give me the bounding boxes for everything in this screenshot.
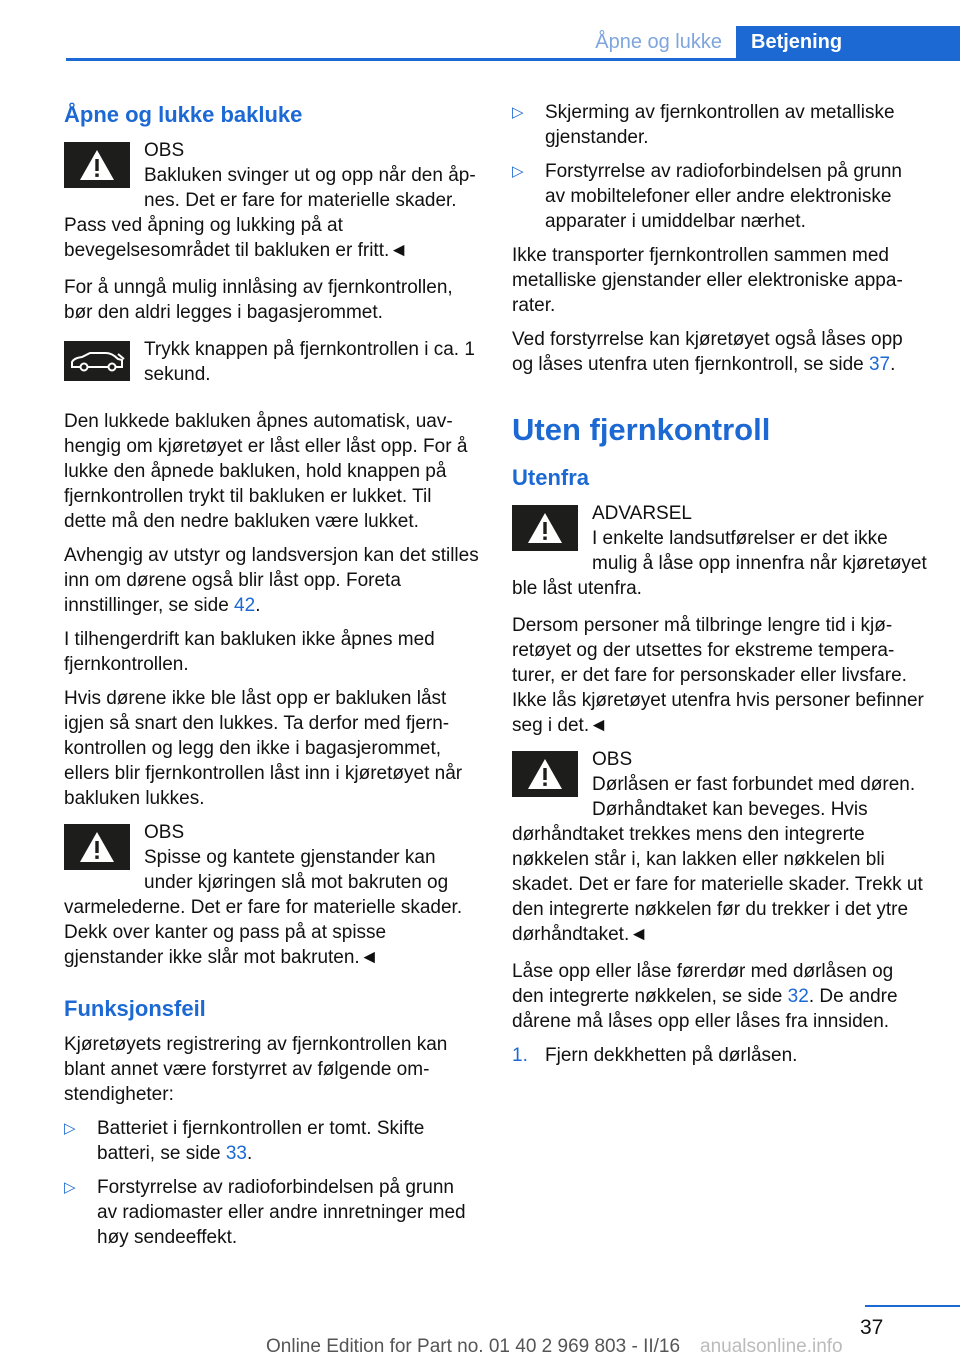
footer-rule: [865, 1305, 960, 1307]
button-instruction-text: Trykk knappen på fjernkontrollen i ca. 1 sekund.: [144, 339, 475, 385]
page-link-32[interactable]: 32: [787, 986, 809, 1007]
page-number: 37: [860, 1316, 884, 1339]
paragraph-closed-tailgate: Den lukkede bakluken åpnes automatisk, uavhengig om kjøretøyet er låst eller låst opp. For å lukke den åpnede bakluken, hold knappen på fjernkontrollen trykt til bakluken er lukket. Til dette må den nedre bakluken være lukket.: [64, 411, 468, 532]
paragraph-text: . De andre dårene må låses opp eller låses fra innsiden.: [512, 986, 898, 1032]
header-rule: [66, 58, 960, 61]
heading-malfunction: Funksjonsfeil: [64, 996, 206, 1021]
list-item-text: Forstyrrelse av radioforbindelsen på grunn av radiomaster eller andre innretninger med høy sendeeffekt.: [97, 1177, 466, 1248]
left-column: [64, 100, 479, 1259]
list-item-text: .: [246, 1143, 253, 1164]
caution-note-tailgate: [64, 138, 479, 263]
paragraph-lockin: For å unngå mulig innlåsing av fjernkontrollen, bør den aldri legges i bagasjerommet.: [64, 277, 453, 323]
paragraph-equipment: [64, 543, 479, 618]
edition-text: Online Edition for Part no. 01 40 2 969 803 - II/16: [266, 1336, 681, 1357]
list-item: [512, 159, 927, 234]
paragraph-interference: [512, 327, 927, 377]
note-title: OBS: [144, 140, 185, 161]
malfunction-list-continued: [512, 100, 927, 234]
list-item-text: Skjerming av fjernkontrollen av metalliske gjenstander.: [545, 102, 895, 148]
page-link-42[interactable]: 42: [234, 595, 256, 616]
bullet-triangle-icon: ▷: [64, 1120, 76, 1137]
paragraph-persons: Dersom personer må tilbringe lengre tid i kjøretøyet og der utsettes for ekstreme temperaturer, er det fare for personskader eller livsfare. Ikke lås kjøretøyet utenfra hvis personer befinner seg i det.◄: [512, 615, 924, 736]
page-link-33[interactable]: 33: [225, 1143, 247, 1164]
steps-list: [512, 1043, 927, 1068]
list-item: [64, 1175, 479, 1250]
heading-without-remote: Uten fjernkontroll: [512, 412, 771, 447]
car-tailgate-icon: [64, 341, 130, 381]
list-item: [512, 100, 927, 150]
note-text: I enkelte landsutførelser er det ikke mulig å låse opp innenfra når kjøretøyet ble låst utenfra.: [512, 528, 927, 599]
heading-outside: Utenfra: [512, 465, 590, 490]
note-title: ADVARSEL: [592, 503, 692, 524]
paragraph-trailer: I tilhengerdrift kan bakluken ikke åpnes med fjernkontrollen.: [64, 629, 435, 675]
paragraph-malfunction: Kjøretøyets registrering av fjernkontrollen kan blant annet være forstyrret av følgende omstendigheter:: [64, 1034, 448, 1105]
note-title: OBS: [144, 822, 185, 843]
heading-open-close-tailgate: Åpne og lukke bakluke: [64, 102, 303, 127]
header-chapter-label: Betjening: [751, 31, 843, 53]
paragraph-text: Ved forstyrrelse kan kjøretøyet også låses opp og låses utenfra uten fjernkontroll, se side: [512, 329, 903, 375]
warning-icon: [512, 751, 578, 797]
caution-note-door-lock: [512, 747, 927, 947]
note-text: Spisse og kantete gjenstander kan under kjøringen slå mot bakruten og varmelederne. Det er fare for materielle skader. Dekk over kanter og pass på at spisse gjenstander ikke slår mot bakruten.◄: [64, 847, 463, 968]
caution-note-sharp-objects: [64, 820, 479, 970]
page-link-37[interactable]: 37: [868, 354, 891, 375]
bullet-triangle-icon: ▷: [512, 163, 524, 180]
header-section-title: Åpne og lukke: [595, 31, 722, 53]
bullet-triangle-icon: ▷: [512, 104, 524, 121]
paragraph-text: Avhengig av utstyr og landsversjon kan det stilles inn om dørene også blir låst opp. Foreta innstillinger, se side: [64, 545, 479, 616]
bullet-triangle-icon: ▷: [64, 1179, 76, 1196]
warning-icon: [64, 142, 130, 188]
note-title: OBS: [592, 749, 633, 770]
list-item: [512, 1043, 927, 1068]
warning-note-lock: [512, 501, 927, 601]
watermark-text: anualsonline.info: [700, 1336, 843, 1357]
note-text: Dørlåsen er fast forbundet med døren. Dørhåndtaket kan beveges. Hvis dørhåndtaket trekkes mens den integrerte nøkkelen står i, kan lakken eller nøkkelen bli skadet. Det er fare for materielle skader. Trekk ut den integrerte nøkkelen før du trekker i det ytre dørhåndtaket.◄: [512, 774, 923, 945]
warning-icon: [64, 824, 130, 870]
paragraph-doors: Hvis dørene ikke ble låst opp er bakluken låst igjen så snart den lukkes. Ta derfor med fjernkontrollen og legg den ikke i bagasjerommet, ellers blir fjernkontrollen låst inn i kjøretøyet når bakluken lukkes.: [64, 688, 463, 809]
warning-icon: [512, 505, 578, 551]
list-item-text: Forstyrrelse av radioforbindelsen på grunn av mobiltelefoner eller andre elektroniske apparater i umiddelbar nærhet.: [545, 161, 902, 232]
button-instruction: [64, 337, 479, 395]
list-item-text: Batteriet i fjernkontrollen er tomt. Skifte batteri, se side: [97, 1118, 425, 1164]
header-chapter-tab: [736, 26, 960, 61]
paragraph-transport: Ikke transporter fjernkontrollen sammen med metalliske gjenstander eller elektroniske apparater.: [512, 245, 903, 316]
page-header: [66, 26, 960, 61]
list-item: [64, 1116, 479, 1166]
note-text: Bakluken svinger ut og opp når den åpnes. Det er fare for materielle skader. Pass ved åpning og lukking på at bevegelsesområdet til bakluken er fritt.◄: [64, 165, 476, 261]
paragraph-text: Låse opp eller låse førerdør med dørlåsen og den integrerte nøkkelen, se side: [512, 961, 894, 1007]
list-item-text: Fjern dekkhetten på dørlåsen.: [545, 1045, 798, 1066]
malfunction-list: [64, 1116, 479, 1250]
paragraph-lock-door: [512, 959, 927, 1034]
step-number: 1.: [512, 1045, 528, 1066]
right-column: [512, 100, 927, 1068]
paragraph-text: .: [890, 354, 896, 375]
paragraph-text: .: [255, 595, 261, 616]
